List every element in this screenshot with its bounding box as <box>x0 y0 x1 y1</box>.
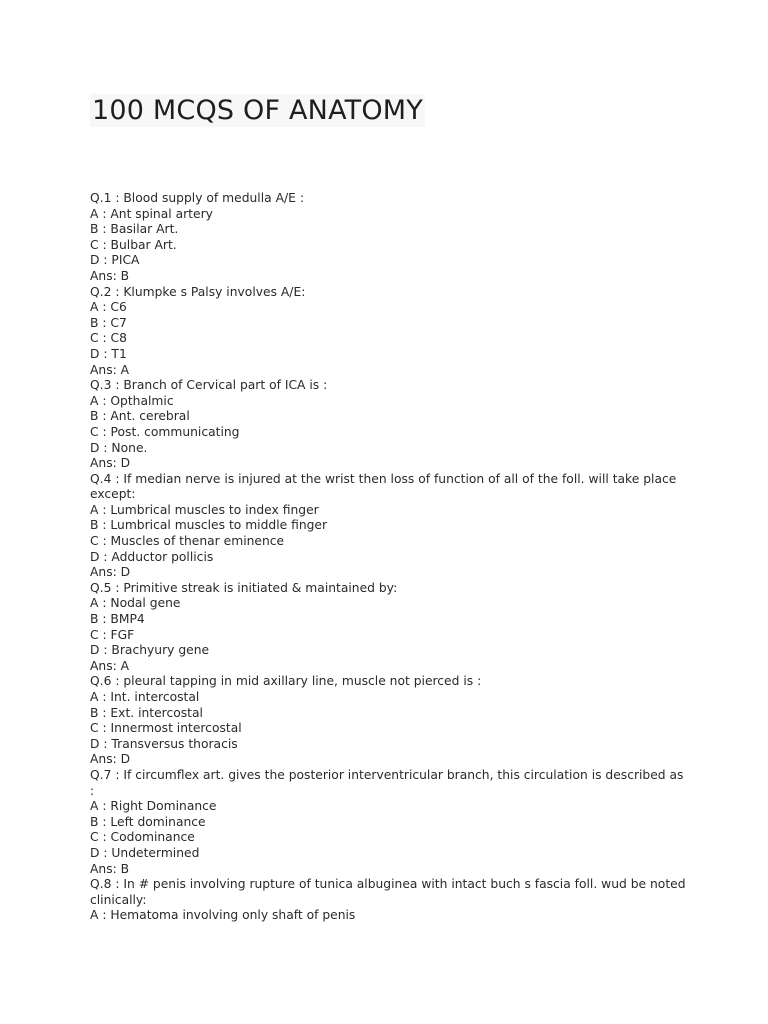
option-text: A : Opthalmic <box>90 393 174 408</box>
option-text: A : Nodal gene <box>90 596 181 611</box>
question-text: Q.5 : Primitive streak is initiated & maintained by: <box>90 580 398 595</box>
question-block <box>90 378 690 472</box>
option-text: D : T1 <box>90 346 127 361</box>
question-block <box>90 472 690 581</box>
option-text: C : Innermost intercostal <box>90 721 242 736</box>
option-text: B : Ant. cerebral <box>90 409 190 424</box>
option-text: C : Codominance <box>90 830 195 845</box>
answer-text: Ans: D <box>90 565 131 580</box>
option-text: D : None. <box>90 440 148 455</box>
question-block <box>90 877 690 924</box>
option-text: D : Undetermined <box>90 845 200 860</box>
option-text: C : Post. communicating <box>90 424 240 439</box>
option-text: C : Bulbar Art. <box>90 237 177 252</box>
option-text: A : Ant spinal artery <box>90 206 213 221</box>
option-text: D : Transversus thoracis <box>90 736 238 751</box>
option-text: C : C8 <box>90 331 127 346</box>
answer-text: Ans: A <box>90 658 130 673</box>
question-text: Q.7 : If circumflex art. gives the posterior interventricular branch, this circulation is described as : <box>90 767 684 798</box>
question-text: Q.2 : Klumpke s Palsy involves A/E: <box>90 284 306 299</box>
answer-text: Ans: B <box>90 861 130 876</box>
option-text: B : Left dominance <box>90 814 206 829</box>
question-block <box>90 285 690 379</box>
question-text: Q.8 : In # penis involving rupture of tunica albuginea with intact buch s fascia foll. wud be noted clinically: <box>90 877 686 907</box>
answer-text: Ans: B <box>90 268 130 283</box>
option-text: B : Ext. intercostal <box>90 705 203 720</box>
mcq-list <box>90 191 690 924</box>
option-text: B : C7 <box>90 315 127 330</box>
question-text: Q.4 : If median nerve is injured at the wrist then loss of function of all of the foll. will take place except: <box>90 471 677 502</box>
option-text: C : FGF <box>90 627 135 642</box>
option-text: B : Basilar Art. <box>90 222 179 237</box>
question-text: Q.3 : Branch of Cervical part of ICA is : <box>90 378 328 393</box>
question-text: Q.1 : Blood supply of medulla A/E : <box>90 191 304 205</box>
title-highlight <box>90 94 425 127</box>
question-text: Q.6 : pleural tapping in mid axillary line, muscle not pierced is : <box>90 674 482 689</box>
option-text: A : Right Dominance <box>90 799 217 814</box>
option-text: A : Int. intercostal <box>90 690 200 704</box>
option-text: C : Muscles of thenar eminence <box>90 534 285 549</box>
page-title: 100 MCQS OF ANATOMY <box>92 95 423 126</box>
option-text: B : Lumbrical muscles to middle finger <box>90 518 328 533</box>
question-block <box>90 768 690 877</box>
question-block <box>90 191 690 285</box>
option-text: D : Brachyury gene <box>90 643 210 658</box>
answer-text: Ans: A <box>90 362 130 377</box>
option-text: A : Lumbrical muscles to index finger <box>90 502 319 517</box>
answer-text: Ans: D <box>90 752 131 767</box>
option-text: A : Hematoma involving only shaft of penis <box>90 908 356 923</box>
option-text: D : Adductor pollicis <box>90 549 214 564</box>
option-text: B : BMP4 <box>90 612 145 627</box>
answer-text: Ans: D <box>90 456 131 471</box>
question-block <box>90 581 690 675</box>
question-block <box>90 674 690 768</box>
option-text: A : C6 <box>90 300 127 315</box>
option-text: D : PICA <box>90 253 140 268</box>
